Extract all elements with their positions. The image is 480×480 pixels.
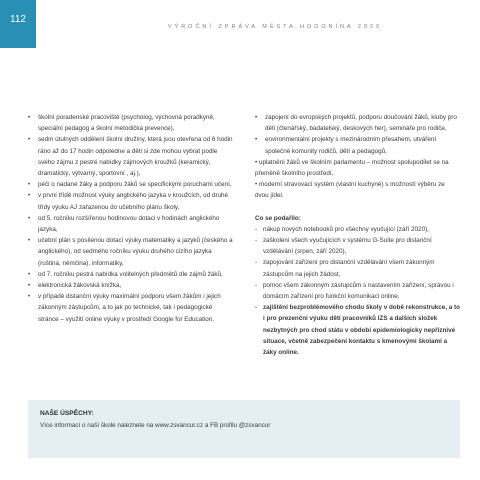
list-item: • zapojení do evropských projektů, podporu doučování žáků, kluby pro děti (čtenářský, badatelský, deskových her), semináře pro rodiče,	[255, 114, 457, 133]
info-box	[28, 400, 460, 458]
left-column	[28, 112, 233, 325]
list-item: - zapojování zařízení pro distanční vzdělávání všem zákonným zástupcům na jejich žádost,	[255, 259, 435, 278]
list-item: • od 7. ročníku pestrá nabídka volitelných předmětů dle zájmů žáků,	[28, 270, 223, 278]
info-box-title: NAŠE ÚSPĚCHY:	[40, 410, 94, 417]
list-item: • environmentální projekty s mezinárodním přesahem, utváření společné komunity rodičů, dětí a pedagogů,	[255, 136, 437, 155]
paragraph: • moderní stravovací systém (vlastní kuchyně) s možností výběru ze dvou jídel.	[255, 181, 445, 200]
list-item: - zaškolení všech vyučujících v systému G-Suite pro distanční vzdělávání (srpen, září 2020),	[255, 237, 432, 256]
list-item: • péči o nadané žáky a podporu žáků se specifickými poruchami učení,	[28, 181, 232, 189]
paragraph: • uplatnění žáků ve školním parlamentu – možnost spolupodílet se na přeměně školního prostředí,	[255, 158, 449, 178]
list-item: - nákup nových notebooků pro všechny vyučující (září 2020),	[255, 225, 429, 233]
section-heading: Co se podařilo:	[255, 214, 301, 222]
page-number: 112	[0, 0, 36, 48]
list-item: - zajištění bezproblémového chodu školy v době rekonstrukce, a to i pro prezenční výuku dětí pracovníků IZS a dalších složek nezbytných pro chod státu v období epidemiologicky nepříznivé situace, včetně zabezpečení kontaktu s kmenovými školami a žáky online.	[255, 304, 460, 357]
right-column	[255, 112, 460, 358]
list-item: • učební plán s posílenou dotací výuky matematiky a jazyků (českého a anglického), od sedmého ročníku výuku druhého cizího jazyka (ruština, němčina), informatiky,	[28, 237, 233, 267]
list-item: • v první třídě možnost výuky anglického jazyka v kroužcích, od druhé třídy výuku AJ zařazenou do učebního plánu školy,	[28, 192, 229, 211]
running-header: VÝROČNÍ ZPRÁVA MĚSTA HODONÍNA 2020	[167, 24, 383, 30]
list-item: • od 5. ročníku rozšířenou hodinovou dotaci v hodinách anglického jazyka,	[28, 214, 220, 234]
list-item: • školní poradenské pracoviště (psycholog, výchovná poradkyně, speciální pedagog a školní metodička prevence),	[28, 114, 215, 133]
list-item: - pomoc všem zákonným zástupcům s nastavením zařízení, správou i domácím zařízení pro funkční komunikaci online,	[255, 281, 454, 301]
list-item: • sedm útulných oddělení školní družiny, která jsou otevřena od 6 hodin ráno až do 17 hodin odpoledne a děti si zde mohou vybrat podle svého zájmu z pestré nabídky zájmových kroužků (keramický, dramatický, výtvarný, sportovní , aj.),	[28, 136, 233, 178]
list-item: • elektronická žákovská knížka,	[28, 282, 122, 290]
info-box-text: Více informací o naší škole naleznete na www.zsvancur.cz a FB profilu @zsvancur	[40, 422, 271, 429]
list-item: • v případě distanční výuky maximální podporu všem žákům i jejich zákonným zástupcům, a to jak po technické, tak i pedagogické stránce – využití online výuky v prostředí Google for Education,	[28, 293, 221, 323]
